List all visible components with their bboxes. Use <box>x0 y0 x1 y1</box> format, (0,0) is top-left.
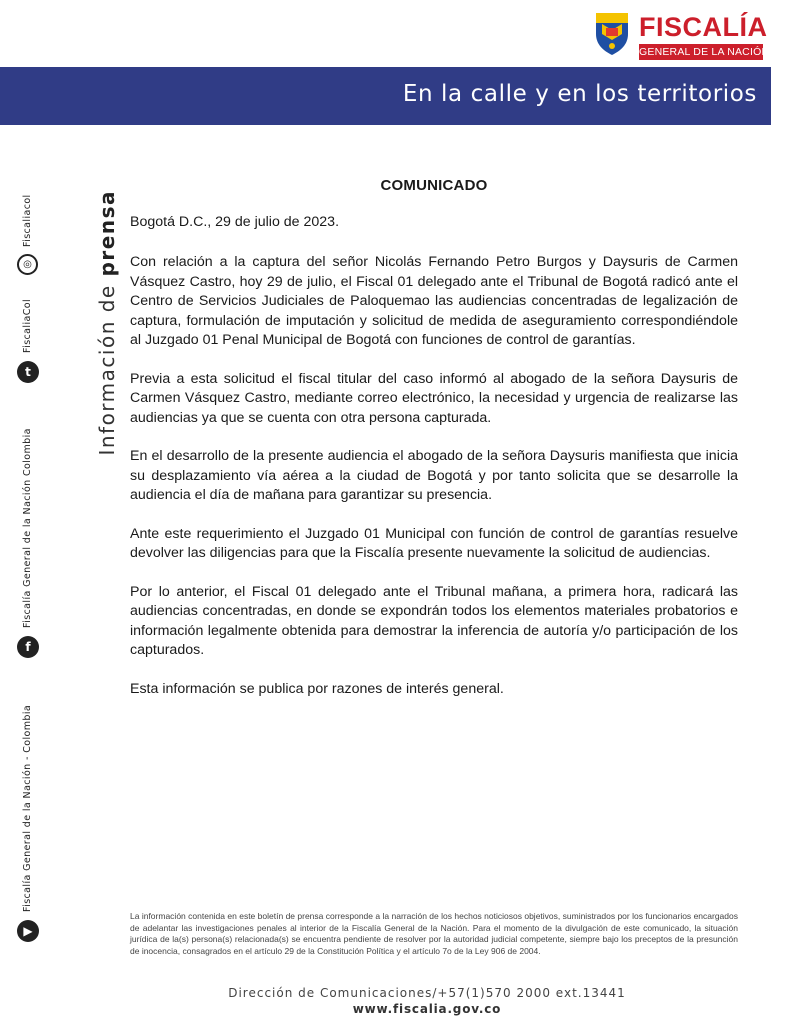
twitter-handle[interactable]: FiscaliaCol <box>22 299 33 353</box>
press-release-body <box>130 176 738 718</box>
logo-title: FISCALÍA <box>639 12 768 42</box>
footer-contact-text: Dirección de Comunicaciones/+57(1)570 2000 ext.13441 <box>228 986 626 1000</box>
document-date: Bogotá D.C., 29 de julio de 2023. <box>130 213 340 230</box>
logo-subtitle: GENERAL DE LA NACIÓN <box>639 46 770 58</box>
header-banner <box>0 67 771 125</box>
paragraph: Por lo anterior, el Fiscal 01 delegado ante el Tribunal mañana, a primera hora, radicará las audiencias concentradas, en donde se expondrán todos los elementos materiales probatorios e información legalmente obtenida para demostrar la inferencia de autoría y/o participación de los capturados. <box>130 583 738 658</box>
document-title: COMUNICADO <box>380 177 488 194</box>
footer-website-text[interactable]: www.fiscalia.gov.co <box>352 1002 502 1016</box>
facebook-handle[interactable]: Fiscalía General de la Nación Colombia <box>22 428 33 628</box>
shield-icon <box>592 10 632 56</box>
instagram-icon[interactable]: ◎ <box>17 254 38 275</box>
banner-slogan: En la calle y en los territorios <box>402 81 757 107</box>
youtube-icon[interactable]: ▶ <box>17 920 39 942</box>
paragraph: Ante este requerimiento el Juzgado 01 Municipal con función de control de garantías resuelve devolver las diligencias para que la Fiscalía presente nuevamente la solicitud de audiencias. <box>130 525 738 561</box>
paragraph: Esta información se publica por razones de interés general. <box>130 680 504 697</box>
paragraph: Previa a esta solicitud el fiscal titular del caso informó al abogado de la señora Daysuris de Carmen Vásquez Castro, mediante correo electrónico, la necesidad y urgencia de realizarse las audiencias ya que se cuenta con otra persona capturada. <box>130 370 738 426</box>
footer-contact <box>0 986 792 1000</box>
press-info-bold: prensa <box>95 190 119 277</box>
paragraph: En el desarrollo de la presente audiencia el abogado de la señora Daysuris manifiesta que inicia su desplazamiento vía aérea a la ciudad de Bogotá y por tanto solicita que se desarrolle la audiencia el día de mañana para garantizar su presencia. <box>130 448 738 503</box>
legal-disclaimer: La información contenida en este boletín de prensa corresponde a la narración de los hechos noticiosos objetivos, suministrados por los funcionarios encargados de adelantar las investigaciones penales al interior de la Fiscalía General de la Nación. Para el momento de la divulgación de este comunicado, la situación jurídica de la(s) persona(s) relacionada(s) se encuentra pendiente de resolver por la autoridad judicial competente, siempre bajo los preceptos de la presunción de inocencia, consagrados en el artículo 29 de la Constitución Política y el artículo 7o de la Ley 906 de 2004. <box>130 911 738 956</box>
facebook-icon[interactable]: f <box>17 636 39 658</box>
instagram-handle[interactable]: Fiscaliacol <box>22 194 33 247</box>
footer-website[interactable] <box>0 1002 792 1016</box>
press-info-light: Información de <box>95 284 119 456</box>
paragraph: Con relación a la captura del señor Nicolás Fernando Petro Burgos y Daysuris de Carmen Vásquez Castro, hoy 29 de julio, el Fiscal 01 delegado ante el Tribunal de Bogotá radicó ante el Centro de Servicios Judiciales de Paloquemao las audiencias concentradas de legalización de captura, formulación de imputación y solicitud de medida de aseguramiento correspondiéndole al Juzgado 01 Penal Municipal de Bogotá con funciones de control de garantías. <box>130 254 738 348</box>
twitter-icon[interactable]: t <box>17 361 39 383</box>
youtube-handle[interactable]: Fiscalía General de la Nación - Colombia <box>22 704 33 912</box>
